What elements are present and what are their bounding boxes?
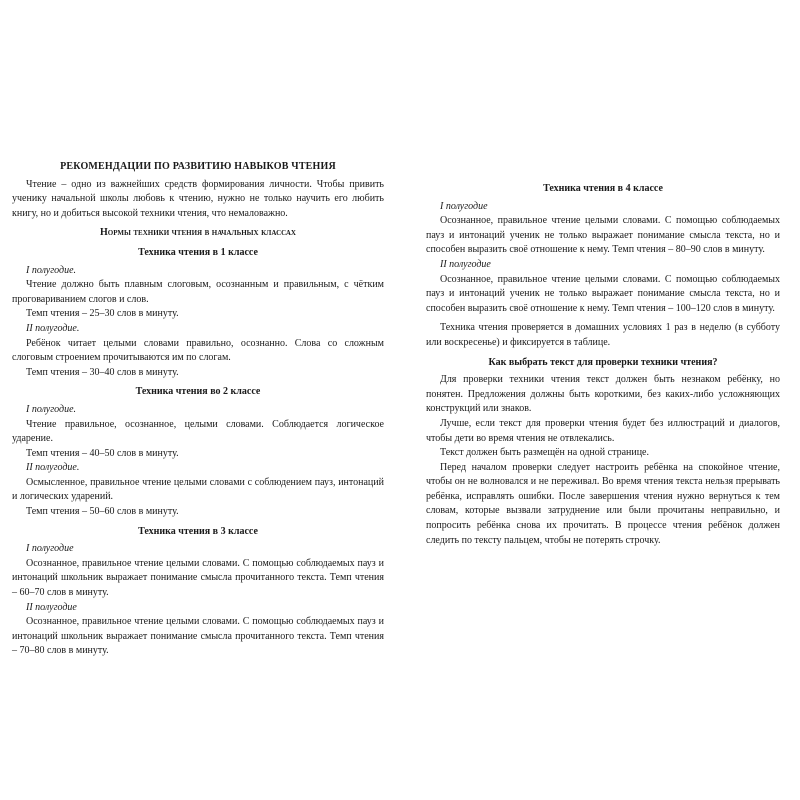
grade3-half1-text: Осознанное, правильное чтение целыми словами. С помощью соблюдаемых пауз и интонаций школьник выражает понимание смысла прочитанного текста. Темп чтения – 60–70 слов в минуту. <box>12 557 384 599</box>
check-note: Техника чтения проверяется в домашних условиях 1 раз в неделю (в субботу или воскресенье) и фиксируется в таблице. <box>426 322 780 348</box>
grade1-half2-text: Ребёнок читает целыми словами правильно, осознанно. Слова со сложным слоговым строением прочитываются им по слогам. <box>12 337 384 364</box>
grade3-half2-text: Осознанное, правильное чтение целыми словами. С помощью соблюдаемых пауз и интонаций школьник выражает понимание смысла прочитанного текста. Темп чтения – 70–80 слов в минуту. <box>12 616 384 657</box>
choose-paragraph-3: Текст должен быть размещён на одной странице. <box>440 447 649 459</box>
grade3-section <box>12 525 384 659</box>
grade1-half2-label: II полугодие. <box>26 322 80 334</box>
intro-paragraph: Чтение – одно из важнейших средств формирования личности. Чтобы привить ученику начальной школы любовь к чтению, нужно не только научить его любить книгу, но и добиться высокой техники чтения, что немаловажно. <box>12 178 384 219</box>
grade1-half2-tempo: Темп чтения – 30–40 слов в минуту. <box>26 366 179 378</box>
choose-paragraph-4: Перед началом проверки следует настроить ребёнка на спокойное чтение, чтобы он не волновался и не переживал. Во время чтения текста нельзя прерывать ребёнка, исправлять ошибки. После завершения чтения нужно вернуться к тем словам, которые вызвали затруднение или были прочитаны неправильно, и попросить ребёнка снова их прочитать. В процессе чтения ребёнок должен следить по тексту пальцем, чтобы не потерять строчку. <box>426 461 780 546</box>
grade1-section <box>12 246 384 380</box>
grade4-title: Техника чтения в 4 классе <box>543 183 663 194</box>
grade2-half1-label: I полугодие. <box>26 403 77 415</box>
grade4-half1-label: I полугодие <box>440 200 488 212</box>
grade3-half1-label: I полугодие <box>26 543 74 555</box>
right-column <box>426 177 780 548</box>
grade2-half2-text: Осмысленное, правильное чтение целыми словами с соблюдением пауз, интонаций и логических ударений. <box>12 476 384 503</box>
grade1-title: Техника чтения в 1 классе <box>138 246 258 258</box>
grade4-half1-text: Осознанное, правильное чтение целыми словами. С помощью соблюдаемых пауз и интонаций ученик не только выражает понимание смысла текста, но и способен выразить своё отношение к нему. Темп чтения – 80–90 слов в минуту. <box>426 215 780 256</box>
grade4-half2-label: II полугодие <box>440 258 491 270</box>
grade3-half2-label: II полугодие <box>26 601 77 613</box>
grade2-section <box>12 385 384 519</box>
grade4-section <box>426 182 780 316</box>
choose-text-title: Как выбрать текст для проверки техники чтения? <box>488 356 718 368</box>
grade1-half1-label: I полугодие. <box>26 264 77 276</box>
main-title: РЕКОМЕНДАЦИИ ПО РАЗВИТИЮ НАВЫКОВ ЧТЕНИЯ <box>60 161 336 172</box>
grade2-half1-tempo: Темп чтения – 40–50 слов в минуту. <box>26 447 179 459</box>
grade2-half1-text: Чтение правильное, осознанное, целыми словами. Соблюдается логическое ударение. <box>12 418 384 445</box>
grade3-title: Техника чтения в 3 классе <box>138 525 258 537</box>
grade2-half2-tempo: Темп чтения – 50–60 слов в минуту. <box>26 506 179 518</box>
grade4-half2-text: Осознанное, правильное чтение целыми словами. С помощью соблюдаемых пауз и интонаций ученик не только выражает понимание смысла текста, но и способен выразить своё отношение к нему. Темп чтения – 100–120 слов в минуту. <box>426 273 780 314</box>
choose-paragraph-2: Лучше, если текст для проверки чтения будет без иллюстраций и диалогов, чтобы дети во время чтения не отвлекались. <box>426 417 780 444</box>
choose-paragraph-1: Для проверки техники чтения текст должен быть незнаком ребёнку, но понятен. Предложения должны быть короткими, без каких-либо усложняющих конструкций или знаков. <box>426 374 780 415</box>
left-column <box>12 160 384 659</box>
norms-title: Нормы техники чтения в начальных классах <box>100 227 296 239</box>
grade1-half1-text: Чтение должно быть плавным слоговым, осознанным и правильным, с чётким проговариванием слогов и слов. <box>12 279 384 305</box>
grade2-title: Техника чтения во 2 классе <box>135 386 261 398</box>
grade1-half1-tempo: Темп чтения – 25–30 слов в минуту. <box>26 308 179 320</box>
grade2-half2-label: II полугодие. <box>26 462 80 474</box>
